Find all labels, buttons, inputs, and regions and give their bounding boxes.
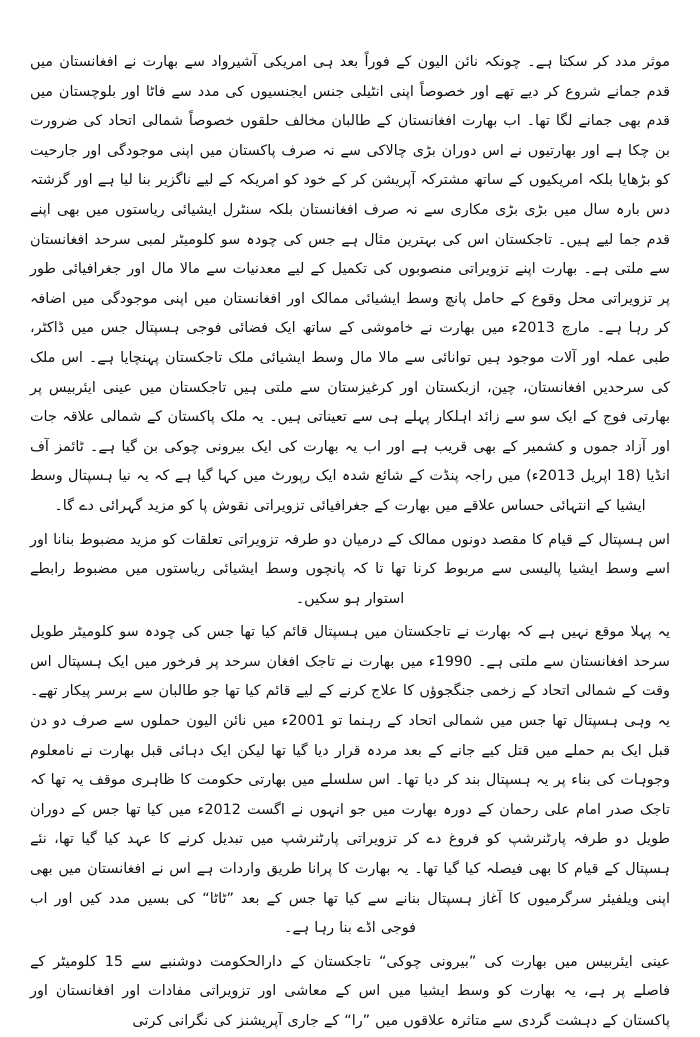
article-body bbox=[30, 48, 670, 1037]
paragraph-4: عینی ایئربیس میں بھارت کی ”بیرونی چوکی“ تاجکستان کے دارالحکومت دوشنبے سے 15 کلومیٹر کے فاصلے پر ہے، یہ بھارت کو وسط ایشیا میں اس کے معاشی اور تزویراتی مفادات اور افغانستان اور پاکستان کے دہشت گردی سے متاثرہ علاقوں میں ”را“ کے جاری آپریشنز کی نگرانی کرتی bbox=[30, 953, 670, 1029]
paragraph-3: یہ پہلا موقع نہیں ہے کہ بھارت نے تاجکستان میں ہسپتال قائم کیا تھا جس کی چودہ سو کلومیٹر طویل سرحد افغانستان سے ملتی ہے۔ 1990ء میں بھارت نے تاجک افغان سرحد پر فرخور میں ایک ہسپتال اس وقت کے شمالی اتحاد کے زخمی جنگجوؤں کا علاج کرنے کے لیے قائم کیا تھا جو طالبان سے برسر پیکار تھے۔ یہ وہی ہسپتال تھا جس میں شمالی اتحاد کے رہنما تو 2001ء میں نائن الیون حملوں سے صرف دو دن قبل ایک بم حملے میں قتل کیے جانے کے بعد مردہ قرار دیا گیا تھا لیکن ایک دہائی قبل بھارت نے نامعلوم وجوہات کی بناء پر یہ ہسپتال بند کر دیا تھا۔ اس سلسلے میں بھارتی حکومت کا ظاہری موقف یہ تھا کہ تاجک صدر امام علی رحمان کے دورہ بھارت میں جو انہوں نے اگست 2012ء میں کیا تھا جس کے دوران طویل دو طرفہ پارٹنرشپ کو فروغ دے کر تزویراتی پارٹنرشپ میں تبدیل کرنے کا عہد کیا گیا تھا، نئے ہسپتال کے قیام کا بھی فیصلہ کیا گیا تھا۔ یہ بھارت کا پرانا طریق واردات ہے اس نے افغانستان میں بھی اپنی ویلفیئر سرگرمیوں کا آغاز ہسپتال بنانے سے کیا تھا جس کے بعد ”ٹاٹا“ کی بسیں مدد کیں اور اب فوجی اڈے بنا رہا ہے۔ bbox=[30, 624, 671, 937]
paragraph-2: اس ہسپتال کے قیام کا مقصد دونوں ممالک کے درمیان دو طرفہ تزویراتی تعلقات کو مزید مضبوط بنانا اور اسے وسط ایشیا پالیسی سے مربوط کرنا تھا تا کہ پانچوں وسط ایشیائی ریاستوں میں مضبوط رابطے استوار ہو سکیں۔ bbox=[30, 531, 670, 607]
paragraph-1: موثر مدد کر سکتا ہے۔ چونکہ نائن الیون کے فوراً بعد ہی امریکی آشیرواد سے بھارت نے افغانستان میں قدم جمانے شروع کر دیے تھے اور خصوصاً اپنی انٹیلی جنس ایجنسیوں کی مدد سے فاٹا اور بلوچستان میں قدم بھی جمانے لگا تھا۔ اب بھارت افغانستان کے طالبان مخالف حلقوں خصوصاً شمالی اتحاد کی ضرورت بن چکا ہے اور بھارتیوں نے اس دوران بڑی چالاکی سے نہ صرف پاکستان میں اپنی موجودگی اور جارحیت کو بڑھایا بلکہ امریکیوں کے ساتھ مشترکہ آپریشن کر کے خود کو امریکہ کے لیے ناگزیر بنا لیا ہے اور گزشتہ دس بارہ سال میں بڑی بڑی مکاری سے نہ صرف افغانستان بلکہ سنٹرل ایشیائی ریاستوں میں بھی اپنے قدم جما لیے ہیں۔ تاجکستان اس کی بہترین مثال ہے جس کی چودہ سو کلومیٹر لمبی سرحد افغانستان سے ملتی ہے۔ بھارت اپنے تزویراتی منصوبوں کی تکمیل کے لیے معدنیات سے مالا مال اور جغرافیائی طور پر تزویراتی محل وقوع کے حامل پانچ وسط ایشیائی ممالک اور افغانستان میں اپنی موجودگی میں اضافہ کر رہا ہے۔ مارچ 2013ء میں بھارت نے خاموشی کے ساتھ ایک فضائی فوجی ہسپتال جس میں ڈاکٹر، طبی عملہ اور آلات موجود ہیں توانائی سے مالا مال وسط ایشیائی ملک تاجکستان پہنچایا ہے۔ اس ملک کی سرحدیں افغانستان، چین، ازبکستان اور کرغیزستان سے ملتی ہیں تاجکستان میں عینی ایئربیس پر بھارتی فوج کے ایک سو سے زائد اہلکار پہلے ہی سے تعیناتی ہیں۔ یہ ملک پاکستان کے شمالی علاقہ جات اور آزاد جموں و کشمیر کے بھی قریب ہے اور اب یہ بھارت کی ایک بیرونی چوکی بن گیا ہے۔ ٹائمز آف انڈیا (18 اپریل 2013ء) میں راجہ پنڈت کے شائع شدہ ایک رپورٹ میں کہا گیا ہے کہ یہ نیا ہسپتال وسط ایشیا کے انتہائی حساس علاقے میں بھارت کے جغرافیائی تزویراتی نقوش پا کو مزید گہرائی دے گا۔ bbox=[30, 54, 671, 514]
